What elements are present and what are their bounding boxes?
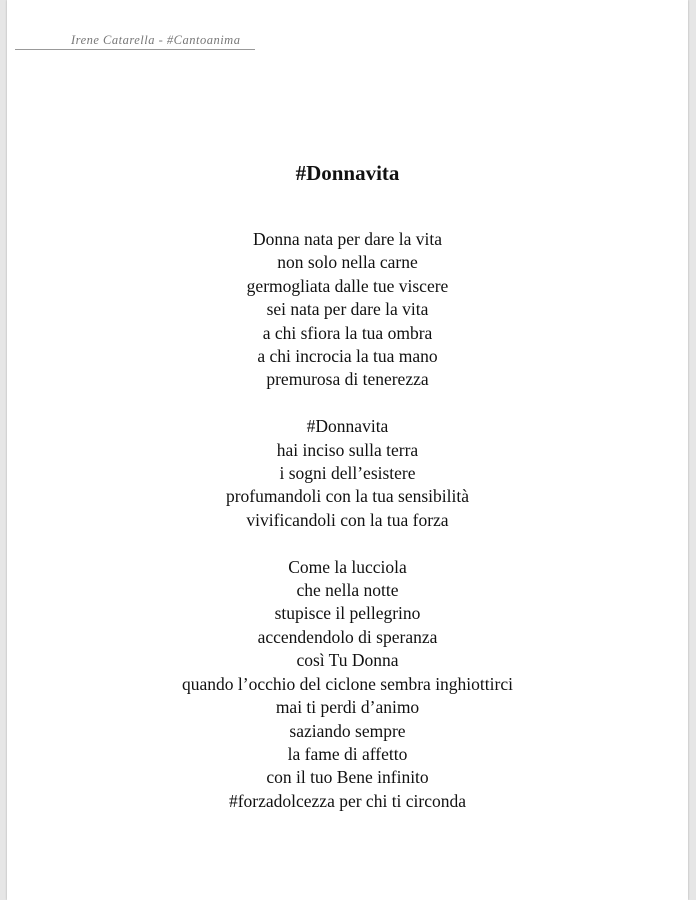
- verse: accendendolo di speranza: [257, 626, 438, 647]
- poem-body: [7, 228, 688, 837]
- verse: premurosa di tenerezza: [266, 369, 429, 390]
- stanza-1: [7, 228, 688, 392]
- verse: germogliata dalle tue viscere: [246, 275, 449, 296]
- verse: la fame di affetto: [287, 743, 408, 764]
- verse: Donna nata per dare la vita: [252, 229, 442, 249]
- verse: #forzadolcezza per chi ti circonda: [228, 790, 467, 811]
- verse: stupisce il pellegrino: [274, 603, 421, 624]
- verse: con il tuo Bene infinito: [266, 767, 429, 788]
- verse: mai ti perdi d’animo: [275, 697, 420, 718]
- verse: hai inciso sulla terra: [276, 439, 419, 460]
- stanza-2: [7, 415, 688, 532]
- running-header: Irene Catarella - #Cantoanima: [71, 33, 241, 47]
- verse: profumandoli con la tua sensibilità: [225, 486, 469, 507]
- header-divider: [15, 49, 255, 50]
- verse: a chi incrocia la tua mano: [257, 346, 438, 367]
- verse: non solo nella carne: [277, 252, 418, 273]
- verse: quando l’occhio del ciclone sembra inghiottirci: [182, 673, 513, 694]
- verse: sei nata per dare la vita: [266, 299, 429, 320]
- verse: a chi sfiora la tua ombra: [262, 322, 433, 343]
- verse: che nella notte: [296, 580, 399, 601]
- verse: i sogni dell’esistere: [279, 463, 416, 484]
- verse: saziando sempre: [289, 720, 406, 741]
- stanza-3: [7, 556, 688, 813]
- verse: Come la lucciola: [288, 556, 407, 577]
- verse: vivificandoli con la tua forza: [246, 509, 449, 530]
- poem-title: #Donnavita: [295, 161, 400, 185]
- verse: #Donnavita: [306, 416, 389, 437]
- document-page: [7, 0, 688, 900]
- verse: così Tu Donna: [296, 650, 399, 671]
